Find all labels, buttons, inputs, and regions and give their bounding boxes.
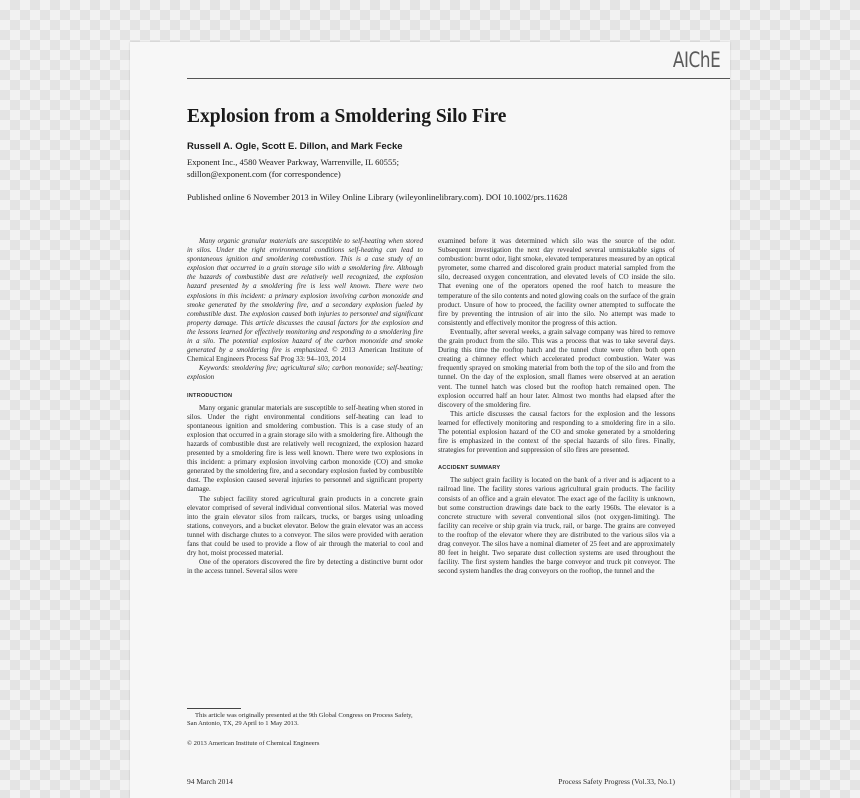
intro-paragraph-3: One of the operators discovered the fire by detecting a distinctive burnt odor in the access tunnel. Several silos were [187, 558, 423, 576]
publication-info: Published online 6 November 2013 in Wiley Online Library (wileyonlinelibrary.com). DOI 10.1002/prs.11628 [187, 192, 568, 202]
right-paragraph-2: Eventually, after several weeks, a grain salvage company was hired to remove the grain product from the silo. This was a process that was to take several days. During this time the rooftop hatch and the tunnel chute were often both open creating a chimney effect which accelerated product combustion. Water was frequently sprayed on smoking material from both the top of the silo and from the tunnel. On the day of the explosion, small flames were observed at an aeration vent. The tunnel hatch was closed but the rooftop hatch remained open. The explosion occurred half an hour later. Almost two months had elapsed after the discovery of the smoldering fire. [438, 327, 675, 409]
left-column [187, 237, 423, 576]
page-number-date: 94 March 2014 [187, 777, 233, 786]
journal-issue: Process Safety Progress (Vol.33, No.1) [558, 777, 675, 786]
header-rule [187, 78, 730, 79]
affiliation-email: sdillon@exponent.com (for correspondence) [187, 169, 341, 179]
abstract-text: Many organic granular materials are susceptible to self-heating when stored in silos. Under the right environmental conditions self-heating can lead to spontaneous ignition and smoldering combustion. This is a case study of an explosion that occurred in a grain storage silo with a smoldering fire. Although the hazards of combustible dust are relatively well recognized, the explosion hazard presented by a smoldering fire is less well known. There were two explosions in this incident: a primary explosion involving carbon monoxide and smoke generated by the smoldering fire, and a secondary explosion fueled by combustible dust. The explosion caused both injuries to personnel and significant property damage. This article discusses the causal factors for the explosion and the lessons learned for effectively monitoring and responding to a smoldering fire in a silo. The potential explosion hazard of the carbon monoxide and smoke generated by a smoldering fire is emphasized. [187, 237, 423, 355]
footnote-text: This article was originally presented at the 9th Global Congress on Process Safety, San Antonio, TX, 29 April to 1 May 2013. [187, 712, 413, 728]
accident-paragraph-1: The subject grain facility is located on the bank of a river and is adjacent to a railroad line. The facility stores various agricultural grain products. The facility consists of an office and a grain elevator. The exact age of the facility is unknown, but some construction drawings date back to the early 1960s. The elevator is a concrete structure with several conventional silos (not oxygen-limiting). The facility can receive or ship grain via truck, rail, or barge. The grains are conveyed to the rooftop of the elevator where they are distributed to the various silos via a drag conveyor. The silos have a nominal diameter of 25 feet and are approximately 80 feet in height. Two separate dust collection systems are used throughout the facility. The first system handles the barge conveyor and truck pit conveyor. The second system handles the drag conveyors on the rooftop, the tunnel and the [438, 476, 675, 576]
footnote [187, 712, 423, 729]
abstract [187, 237, 423, 364]
affiliation-address: Exponent Inc., 4580 Weaver Parkway, Warrenville, IL 60555; [187, 157, 399, 167]
introduction-heading: INTRODUCTION [187, 392, 233, 399]
accident-summary-heading: ACCIDENT SUMMARY [438, 465, 501, 472]
aiche-logo: AIChE [672, 48, 720, 72]
right-paragraph-1: examined before it was determined which silo was the source of the odor. Subsequent investigation the next day revealed several unmistakable signs of combustion: burnt odor, light smoke, elevated temperatures measured by an optical pyrometer, some charred and discolored grain product material sampled from the silo, decreased oxygen concentration, and elevated levels of CO inside the silo. That evening one of the operators opened the roof hatch to measure the temperature of the silo contents and noted glowing coals on the surface of the grain product. Unsure of how to proceed, the facility owner attempted to suffocate the fire by preventing the intrusion of air into the silo. No attempt was made to consistently and effectively monitor the progress of this action. [438, 237, 675, 327]
intro-paragraph-1: Many organic granular materials are susceptible to self-heating when stored in silos. Under the right environmental conditions self-heating can lead to spontaneous ignition and smoldering combustion. This is a case study of an explosion that occurred in a grain storage silo with a smoldering fire. Although the hazards of combustible dust are relatively well recognized, the explosion hazard presented by a smoldering fire is less well known. There were two explosions in this incident: a primary explosion involving carbon monoxide (CO) and smoke generated by the smoldering fire, and a secondary explosion fueled by combustible dust. The explosion caused several injuries to personnel and significant property damage. [187, 403, 423, 494]
article-title: Explosion from a Smoldering Silo Fire [187, 106, 507, 127]
journal-page [130, 42, 730, 798]
keywords: Keywords: smoldering fire; agricultural silo; carbon monoxide; self-heating; explosion [187, 364, 423, 382]
copyright-line: © 2013 American Institute of Chemical Engineers [187, 740, 320, 747]
right-paragraph-3: This article discusses the causal factors for the explosion and the lessons learned for effectively monitoring and responding to a smoldering fire in a silo. The potential explosion hazard of the CO and smoke generated by a smoldering fire is emphasized in the context of the special hazards of silo fires. Finally, strategies for prevention and suppression of silo fires are presented. [438, 409, 675, 455]
footnote-rule [187, 708, 241, 709]
intro-paragraph-2: The subject facility stored agricultural grain products in a concrete grain elevator comprised of several individual conventional silos. Material was moved into the grain elevator silos from railcars, trucks, or barges using unloading stations, conveyors, and a bucket elevator. Below the grain elevator was an access tunnel with discharge chutes to a conveyor. The silos were provided with aeration fans that could be used to provide a flow of air through the material to cool and dry hot, moist processed material. [187, 494, 423, 558]
right-column [438, 237, 675, 576]
abstract-copyright: © 2013 American Institute of Chemical Engineers Process Saf Prog 33: 94–103, 2014 [187, 346, 423, 364]
authors: Russell A. Ogle, Scott E. Dillon, and Mark Fecke [187, 141, 403, 152]
